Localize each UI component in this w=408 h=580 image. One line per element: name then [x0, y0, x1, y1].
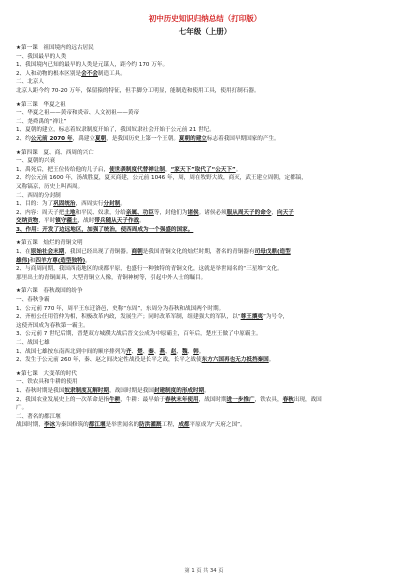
text-segment: 又称镐京，历史上叫西周。	[16, 183, 84, 190]
key-term: 3、作用：开发了边远地区，加强了统治，使西周成为一个强盛的国家。	[16, 226, 194, 233]
text-segment: 出现，战国	[293, 396, 322, 403]
text-segment: 。	[85, 257, 91, 264]
text-line	[16, 356, 394, 365]
lesson-heading: ★第七课 大变革的时代	[16, 370, 77, 377]
text-segment: 是举世闻名的	[105, 422, 140, 429]
text-line	[16, 157, 394, 166]
text-line	[16, 61, 394, 70]
key-term: “家天下”取代了“公天下”	[170, 166, 236, 173]
text-segment: 标志着我国早期国家的产生。	[206, 135, 280, 142]
text-segment: 2、我国农业发展史上的一次革命是指	[16, 396, 110, 403]
text-segment: 一、春秋争霸	[16, 297, 50, 304]
text-line	[16, 53, 394, 62]
text-line	[16, 257, 394, 266]
text-segment: 、	[153, 348, 160, 355]
text-segment: 工程，	[161, 422, 179, 429]
text-segment: ，	[271, 209, 277, 216]
key-term: 赵	[170, 348, 177, 355]
key-term: 向天子	[277, 209, 294, 216]
text-segment: 2、齐桓公任用管仲为相，积极改革内政，发展生产；同时改革军制，组建强大的军队，以“	[16, 314, 241, 321]
text-line	[16, 396, 394, 405]
text-segment: 2、约公元前 1600 年，汤战胜夏，夏灭商建，公元前 1046 年，周，周在牧野大战，商灭，武王建立周朝，定都镐，	[16, 175, 307, 182]
key-term: 封建制度的形成时期	[153, 387, 205, 394]
text-segment: 2、约	[16, 135, 31, 142]
text-segment: ，战国时期	[198, 396, 227, 403]
text-segment: 1、我国境内已知的最早的人类是元谋人，距今约 170 万年。	[16, 62, 169, 69]
text-segment: ，	[165, 166, 171, 173]
lesson-heading: ★第三课 华夏之祖	[16, 101, 66, 108]
text-line	[16, 322, 394, 331]
text-segment: ”为号令，	[263, 314, 289, 321]
text-segment: 战国时期，	[16, 422, 44, 429]
text-line	[16, 248, 394, 257]
text-line	[16, 413, 394, 422]
text-segment: 二、西周的分封制	[16, 192, 61, 199]
key-term: 防洪灌溉	[139, 422, 162, 429]
text-segment: 2、内容：周天子把	[16, 209, 65, 216]
key-term: 雄伟)	[16, 257, 30, 264]
text-segment: 和平民、奴隶，分给	[75, 209, 126, 216]
key-term: 会不会	[81, 70, 98, 77]
key-term: 服从周天子的命令	[226, 209, 272, 216]
key-term: 齐	[125, 348, 132, 355]
key-term: 进一步推广	[226, 396, 255, 403]
text-segment: 1、公元前 770 年，周平王东迁洛邑，史称“东周”，东周分为春秋和战国两个时期。	[16, 305, 225, 312]
key-term: 使世袭制度代替禅让制	[109, 166, 166, 173]
document-subtitle: 七年级（上册）	[178, 27, 232, 36]
text-line	[16, 348, 394, 357]
text-line	[16, 339, 394, 348]
key-term: 夏朝的建立	[178, 135, 207, 142]
lesson-heading: ★第六课 春秋战国的纷争	[16, 288, 83, 295]
lesson-section	[16, 239, 394, 282]
text-segment: 1、战国七雄按东南西北到中间的顺序排列为	[16, 348, 126, 355]
text-segment: 2、与商周同期，我国西南地区的成都平原，也盛行一种独特的青铜文化，这就是举世闻名的“三星堆”文化。	[16, 266, 283, 273]
key-term: 奴隶制度瓦解时期	[64, 387, 110, 394]
text-segment: 为秦国修筑的	[55, 422, 89, 429]
text-segment: ，我国已经出现了青铜器。	[64, 249, 132, 256]
text-segment: 1、在	[16, 249, 31, 256]
lesson-section	[16, 44, 394, 96]
text-segment: 。	[139, 218, 145, 225]
text-line	[16, 174, 394, 183]
page-footer: 第 1 页 共 34 页	[184, 568, 224, 574]
key-term: 司母戊鼎(造型	[254, 249, 291, 256]
text-segment: 2、发生于公元前 260 年，秦、赵之间决定性战役是长平之战，长平之战使	[16, 357, 202, 364]
key-term: 韩	[193, 348, 199, 355]
key-term: 东方六国再也无力抵挡秦国	[201, 357, 269, 364]
text-line	[16, 183, 394, 192]
key-term: 魏	[181, 348, 188, 355]
text-segment: 1、禹死后，把王位传给他的儿子启，	[16, 166, 110, 173]
text-line	[16, 265, 394, 274]
text-line	[16, 330, 394, 339]
text-line	[16, 274, 394, 283]
text-segment: 。	[120, 201, 126, 208]
text-line	[16, 404, 394, 413]
text-segment: 、	[142, 348, 149, 355]
text-line	[16, 313, 394, 322]
text-line	[16, 387, 394, 396]
key-term: 土地	[64, 209, 76, 216]
text-line	[16, 192, 394, 201]
lesson-section	[16, 370, 394, 430]
text-line	[16, 118, 394, 127]
key-term: 春秋	[282, 396, 294, 403]
key-term: 镇守疆土	[55, 218, 78, 225]
text-line	[16, 70, 394, 79]
text-line	[16, 209, 394, 218]
text-segment: ，牛耕：最早始于	[120, 396, 166, 403]
text-segment: 广。	[16, 405, 28, 412]
text-segment: 。	[268, 357, 275, 364]
text-segment: 、	[131, 348, 138, 355]
lesson-section	[16, 149, 394, 235]
text-segment: 二、尧舜禹的“禅让”	[16, 118, 67, 125]
text-line	[16, 200, 394, 209]
key-term: 公元前 2070 年	[30, 135, 73, 142]
key-term: 带兵随从天子作战	[94, 218, 140, 225]
text-segment: 、	[176, 348, 182, 355]
key-term: 分封制	[103, 201, 121, 208]
text-line	[16, 305, 394, 314]
text-line	[16, 296, 394, 305]
key-term: 巩固统治	[53, 201, 76, 208]
text-segment: ，战国时期是我国	[109, 387, 154, 394]
text-line	[16, 126, 394, 135]
text-line	[16, 378, 394, 387]
text-segment: 1、春秋时期是我国	[16, 387, 65, 394]
text-segment: ，西周实行	[75, 201, 104, 208]
text-segment: 。	[235, 166, 242, 173]
key-term: 商朝	[131, 249, 143, 256]
key-term: 春秋末年使用	[165, 396, 199, 403]
key-term: 都江堰	[88, 422, 106, 429]
text-segment: ，战时	[77, 218, 95, 225]
text-line	[16, 135, 394, 144]
document-title: 初中历史知识归纳总结（打印版）	[148, 14, 262, 23]
text-line	[16, 217, 394, 226]
text-segment: ，是我国历史上第一个王朝。	[106, 135, 179, 142]
key-term: 诸侯	[187, 209, 199, 216]
text-segment: ，铁农具，	[254, 396, 283, 403]
text-segment: 和	[29, 257, 36, 264]
text-line	[16, 109, 394, 118]
text-segment: 一、华夏之祖——黄帝和炎帝、人文初祖——黄帝	[16, 110, 140, 117]
key-term: 楚	[137, 348, 143, 355]
text-segment: 北京人距今约 70-20 万年，保留猿的特征，但手脚分工明显，能制造和使用工具，使用打制石器。	[16, 87, 260, 94]
text-line	[16, 421, 394, 430]
key-term: 牛耕	[109, 396, 121, 403]
text-segment: 一、铁农具和牛耕的使用	[16, 379, 78, 386]
text-segment: 制造工具。	[97, 70, 126, 77]
text-segment: 平原成为“天府之国”。	[189, 422, 246, 429]
text-line	[16, 166, 394, 175]
key-term: 交纳贡物	[16, 218, 39, 225]
text-segment: 一、夏朝的兴衰	[16, 158, 56, 165]
key-term: 尊王攘夷	[240, 314, 264, 321]
text-line	[16, 78, 394, 87]
key-term: 燕	[159, 348, 166, 355]
key-term: 秦	[148, 348, 154, 355]
lesson-section	[16, 101, 394, 144]
text-segment: 等，封他们为	[153, 209, 188, 216]
key-term: 四羊方尊(造型独特)	[35, 257, 86, 264]
text-segment: 1、目的：为了	[16, 201, 54, 208]
key-term: 夏朝	[94, 135, 107, 142]
text-segment: 。	[198, 348, 205, 355]
text-segment: 1、夏朝的建立，标志着奴隶制度开始了，我国奴隶社会开始于公元前 21 世纪。	[16, 127, 215, 134]
text-segment: 一、我国最早的人类	[16, 53, 67, 60]
key-term: 亲属、功臣	[125, 209, 154, 216]
key-term: 李冰	[43, 422, 56, 429]
lesson-heading: ★第四课 夏、商、西周的兴亡	[16, 149, 94, 156]
text-segment: 二、著名的都江堰	[16, 413, 61, 420]
text-segment: ，禹建立	[72, 135, 95, 142]
lesson-heading: ★第五课 灿烂的青铜文明	[16, 240, 83, 247]
key-term: 原始社会末期	[30, 249, 65, 256]
text-segment: 是我国青铜文化的灿烂时期，著名的青铜器有	[142, 249, 255, 256]
text-segment: 。	[204, 387, 210, 394]
text-segment: 、	[187, 348, 194, 355]
text-segment: 2、人和动物的根本区别是	[16, 70, 82, 77]
key-term: 成都	[178, 422, 190, 429]
text-segment: ，平时	[38, 218, 56, 225]
text-segment: 那里出土的青铜面具，大型青铜立人像，青铜神树等，引起中外人士的瞩目。	[16, 274, 207, 281]
text-segment: 3、公元前 7 世纪后期，晋楚双方城濮大战后晋文公成为中原霸主，百年后，楚庄王做了中原霸主。	[16, 331, 262, 338]
lesson-heading: ★第一课 祖国境内的远古居民	[16, 45, 94, 51]
text-line	[16, 87, 394, 96]
text-segment: 二、战国七雄	[16, 340, 50, 346]
text-segment: 、	[165, 348, 171, 355]
lessons-container	[16, 44, 394, 430]
text-line	[16, 226, 394, 235]
text-segment: 。诸侯必须	[198, 209, 227, 216]
text-segment: 二、北京人	[16, 79, 44, 86]
lesson-section	[16, 287, 394, 364]
text-segment: 这使齐国成为春秋第一霸主。	[16, 322, 89, 329]
